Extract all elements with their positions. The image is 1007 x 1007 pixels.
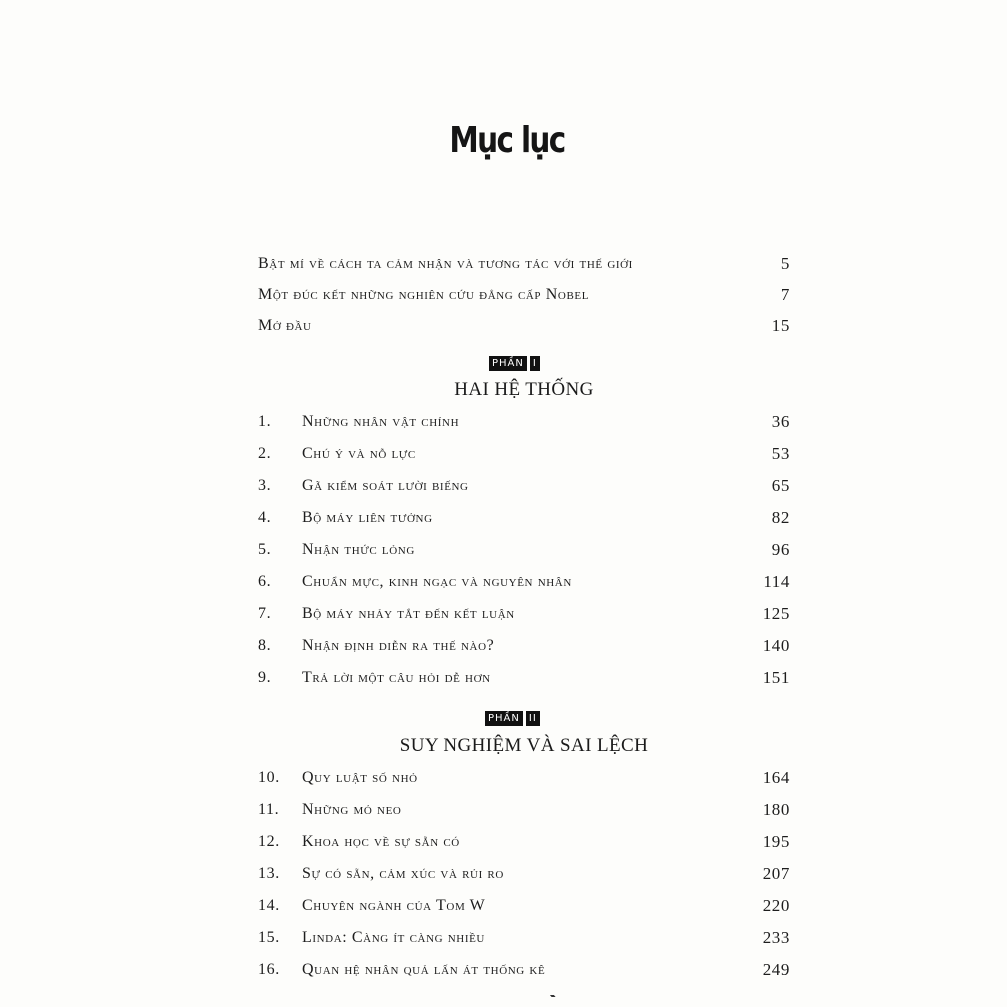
page-title: Mục lục bbox=[449, 120, 565, 161]
toc-entry-text: Bật mí về cách ta cảm nhận và tương tác với thế giới bbox=[258, 255, 633, 272]
part-title: SUY NGHIỆM VÀ SAI LỆCH bbox=[399, 735, 649, 756]
chapter-page: 233 bbox=[762, 928, 790, 947]
chapter-number: 15. bbox=[258, 929, 280, 946]
chapter-number: 13. bbox=[258, 865, 280, 882]
chapter-title: Chuyên ngành của Tom W bbox=[302, 897, 486, 914]
toc-entry-page: 15 bbox=[771, 316, 790, 335]
chapter-number: 16. bbox=[258, 961, 280, 978]
part-label-word: PHẦN bbox=[489, 356, 527, 371]
chapter-number: 14. bbox=[258, 897, 280, 914]
chapter-page: 180 bbox=[762, 800, 790, 819]
chapter-number: 11. bbox=[258, 801, 280, 818]
chapter-page: 65 bbox=[771, 476, 790, 495]
chapter-number: 4. bbox=[258, 509, 272, 526]
chapter-number: 10. bbox=[258, 769, 280, 786]
chapter-title: Chuẩn mực, kinh ngạc và nguyên nhân bbox=[302, 573, 572, 590]
part-label-numeral: II bbox=[526, 711, 540, 726]
toc-entry-front[interactable] bbox=[258, 313, 790, 339]
part-label bbox=[489, 356, 540, 371]
toc-entry[interactable] bbox=[258, 537, 790, 563]
toc-entry[interactable] bbox=[258, 473, 790, 499]
chapter-title: Sự có sẵn, cảm xúc và rủi ro bbox=[302, 865, 504, 882]
chapter-page: 96 bbox=[771, 540, 790, 559]
chapter-title: Khoa học về sự sẵn có bbox=[302, 833, 460, 850]
part-label bbox=[485, 711, 540, 726]
chapter-page: 195 bbox=[762, 832, 790, 851]
chapter-number: 6. bbox=[258, 573, 272, 590]
chapter-title: Gã kiểm soát lười biếng bbox=[302, 477, 469, 494]
chapter-page: 114 bbox=[763, 572, 790, 591]
toc-entry[interactable] bbox=[258, 409, 790, 435]
toc-entry[interactable] bbox=[258, 633, 790, 659]
chapter-number: 8. bbox=[258, 637, 272, 654]
chapter-title: Bộ máy nhảy tắt đến kết luận bbox=[302, 605, 515, 622]
toc-entry-text: Mở đầu bbox=[258, 317, 312, 334]
chapter-page: 36 bbox=[771, 412, 790, 431]
chapter-title: Nhận định diễn ra thế nào? bbox=[302, 637, 495, 654]
toc-entry-page: 7 bbox=[780, 285, 790, 304]
chapter-title: Chú ý và nỗ lực bbox=[302, 445, 416, 462]
chapter-number: 12. bbox=[258, 833, 280, 850]
chapter-title: Linda: Càng ít càng nhiều bbox=[302, 929, 485, 946]
toc-entry[interactable] bbox=[258, 505, 790, 531]
chapter-page: 207 bbox=[762, 864, 790, 883]
toc-entry[interactable] bbox=[258, 665, 790, 691]
toc-entry[interactable] bbox=[258, 569, 790, 595]
chapter-title: Quan hệ nhân quả lấn át thống kê bbox=[302, 961, 546, 978]
toc-entry[interactable] bbox=[258, 441, 790, 467]
chapter-page: 164 bbox=[762, 768, 790, 787]
chapter-title: Quy luật số nhỏ bbox=[302, 769, 418, 786]
chapter-page: 220 bbox=[762, 896, 790, 915]
chapter-number: 9. bbox=[258, 669, 272, 686]
chapter-page: 82 bbox=[771, 508, 790, 527]
part-title: HAI HỆ THỐNG bbox=[454, 379, 594, 400]
toc-entry[interactable] bbox=[258, 601, 790, 627]
cropped-diacritic-mark bbox=[550, 995, 558, 1000]
toc-entry[interactable] bbox=[258, 893, 790, 919]
chapter-title: Trả lời một câu hỏi dễ hơn bbox=[302, 669, 491, 686]
chapter-page: 249 bbox=[762, 960, 790, 979]
chapter-number: 2. bbox=[258, 445, 272, 462]
toc-entry-page: 5 bbox=[780, 254, 790, 273]
chapter-title: Những nhân vật chính bbox=[302, 413, 460, 430]
part-label-numeral: I bbox=[530, 356, 540, 371]
chapter-number: 1. bbox=[258, 413, 272, 430]
chapter-page: 53 bbox=[771, 444, 790, 463]
chapter-page: 151 bbox=[762, 668, 790, 687]
toc-entry[interactable] bbox=[258, 829, 790, 855]
chapter-page: 140 bbox=[762, 636, 790, 655]
chapter-title: Bộ máy liên tưởng bbox=[302, 509, 433, 526]
chapter-number: 7. bbox=[258, 605, 272, 622]
part-label-word: PHẦN bbox=[485, 711, 523, 726]
chapter-number: 5. bbox=[258, 541, 272, 558]
toc-entry[interactable] bbox=[258, 797, 790, 823]
toc-entry-text: Một đúc kết những nghiên cứu đẳng cấp Nobel bbox=[258, 286, 590, 303]
toc-entry[interactable] bbox=[258, 765, 790, 791]
chapter-title: Những mỏ neo bbox=[302, 801, 402, 818]
chapter-title: Nhận thức lỏng bbox=[302, 541, 415, 558]
chapter-page: 125 bbox=[762, 604, 790, 623]
toc-entry[interactable] bbox=[258, 925, 790, 951]
toc-entry-front[interactable] bbox=[258, 282, 790, 308]
toc-entry[interactable] bbox=[258, 957, 790, 983]
toc-entry-front[interactable] bbox=[258, 251, 790, 277]
chapter-number: 3. bbox=[258, 477, 272, 494]
toc-entry[interactable] bbox=[258, 861, 790, 887]
